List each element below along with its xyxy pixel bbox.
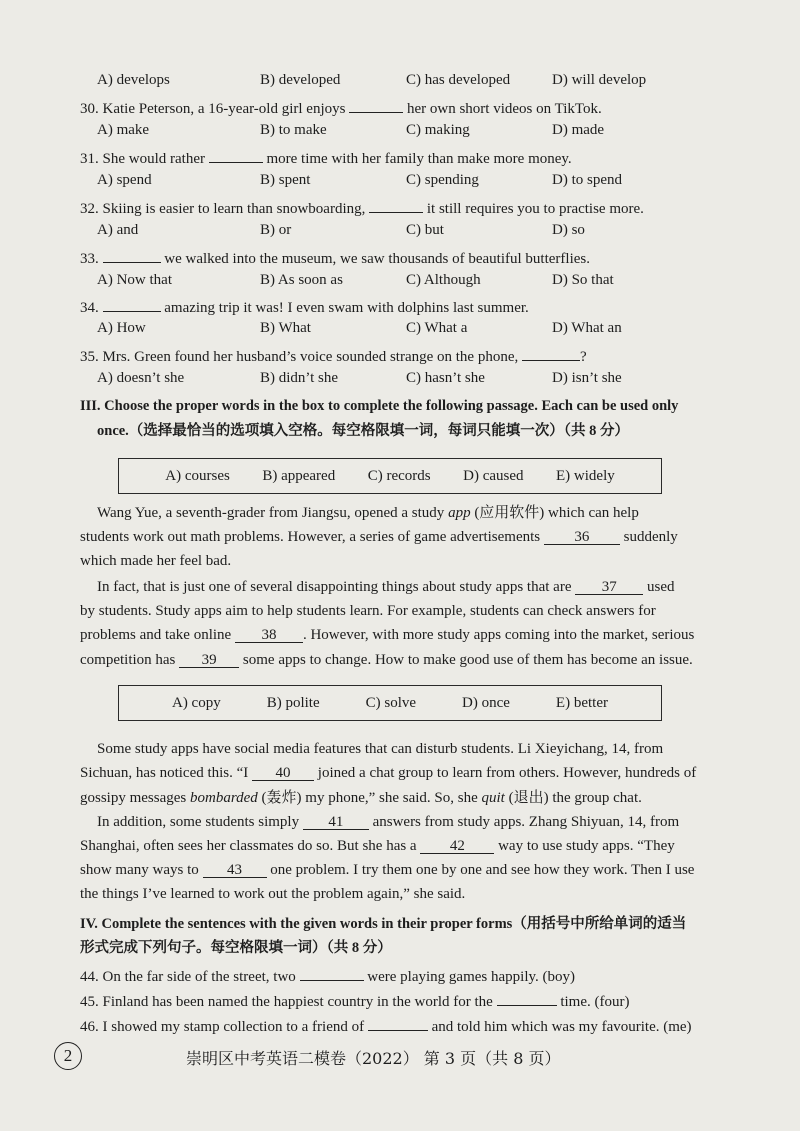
q35-option-d: D) isn’t she	[552, 370, 622, 386]
section-4-heading	[80, 914, 686, 934]
q31-option-b: B) spent	[260, 172, 311, 188]
question-44-text: 44. On the far side of the street, two	[80, 969, 296, 985]
question-33-number: 33.	[80, 251, 99, 267]
q33-option-c: C) Although	[406, 272, 481, 288]
word-box-2-item: E) better	[555, 694, 608, 711]
question-32-text-end: it still requires you to practise more.	[426, 201, 644, 217]
passage-text: show many ways to	[80, 862, 199, 878]
question-31	[80, 145, 572, 169]
section-4-heading-cn: （用括号中所给单词的适当	[512, 916, 687, 932]
blank-42[interactable]: 42	[420, 836, 494, 854]
question-45-text: 45. Finland has been named the happiest country in the world for the	[80, 994, 493, 1010]
passage-text: (轰炸) my phone,” she said. So, she	[257, 790, 482, 806]
passage-p2-line1	[97, 577, 675, 597]
q35-option-a: A) doesn’t she	[97, 370, 185, 386]
q35-option-b: B) didn’t she	[260, 370, 339, 386]
passage-text: In fact, that is just one of several disappointing things about study apps that are	[97, 579, 572, 595]
q33-option-d: D) So that	[552, 272, 614, 288]
section-3-heading-cont: once.（选择最恰当的选项填入空格。每空格限填一词，每词只能填一次）（共 8 分）	[97, 423, 630, 439]
question-34-blank[interactable]	[103, 294, 161, 312]
blank-37[interactable]: 37	[575, 577, 643, 595]
passage-p1-line1	[97, 503, 639, 523]
q33-option-b: B) As soon as	[260, 272, 343, 288]
question-46	[80, 1013, 692, 1037]
passage-text: some apps to change. How to make good use of them has become an issue.	[242, 652, 693, 668]
blank-40[interactable]: 40	[252, 763, 314, 781]
q34-option-a: A) How	[97, 320, 146, 336]
passage-text: used	[647, 579, 675, 595]
passage-text: problems and take online	[80, 627, 232, 643]
passage-p3-line1: Some study apps have social media features that can disturb students. Li Xieyichang, 14, from	[97, 741, 664, 757]
question-31-blank[interactable]	[209, 145, 263, 163]
passage-italic-bombarded: bombarded	[190, 790, 258, 806]
word-box-2	[118, 685, 662, 721]
question-44-text-end: were playing games happily. (boy)	[367, 969, 575, 985]
q32-option-b: B) or	[260, 222, 292, 238]
q30-option-c: C) making	[406, 122, 470, 138]
q31-option-c: C) spending	[406, 172, 479, 188]
passage-p1-line2	[80, 527, 678, 547]
q30-option-a: A) make	[97, 122, 150, 138]
q30-option-d: D) made	[552, 122, 605, 138]
passage-text: Sichuan, has noticed this. “I	[80, 765, 249, 781]
question-30	[80, 95, 602, 119]
question-34-text: amazing trip it was! I even swam with dolphins last summer.	[164, 300, 529, 316]
question-45-text-end: time. (four)	[560, 994, 630, 1010]
q34-option-c: C) What a	[406, 320, 468, 336]
section-4-heading-cont: 形式完成下列句子。每空格限填一词）（共 8 分）	[80, 940, 392, 956]
blank-39[interactable]: 39	[179, 650, 239, 668]
question-33	[80, 245, 590, 269]
passage-text: gossipy messages	[80, 790, 190, 806]
word-box-1	[118, 458, 662, 494]
q32-option-c: C) but	[406, 222, 444, 238]
question-45	[80, 988, 629, 1012]
q29-option-b: B) developed	[260, 72, 341, 88]
q34-option-d: D) What an	[552, 320, 622, 336]
section-3-heading: III. Choose the proper words in the box to complete the following passage. Each can be used only	[80, 398, 679, 414]
passage-p2-line2: by students. Study apps aim to help students learn. For example, students can check answers for	[80, 603, 656, 619]
passage-italic-quit: quit	[481, 790, 505, 806]
word-box-1-item: A) courses	[165, 467, 230, 484]
question-34-number: 34.	[80, 300, 99, 316]
passage-text: (退出) the group chat.	[504, 790, 642, 806]
passage-text: competition has	[80, 652, 176, 668]
passage-text: In addition, some students simply	[97, 814, 300, 830]
passage-p3-line2	[80, 763, 696, 783]
page-number-circle: 2	[54, 1042, 82, 1070]
word-box-1-item: D) caused	[463, 467, 524, 484]
passage-p3-line3	[80, 788, 642, 808]
passage-p4-line1	[97, 812, 679, 832]
question-44	[80, 963, 575, 987]
question-34	[80, 294, 529, 318]
question-30-text-end: her own short videos on TikTok.	[406, 101, 602, 117]
passage-text: suddenly	[623, 529, 678, 545]
q31-option-a: A) spend	[97, 172, 152, 188]
question-30-blank[interactable]	[349, 95, 403, 113]
question-46-text-end: and told him which was my favourite. (me)	[431, 1019, 692, 1035]
q29-option-a: A) develops	[97, 72, 170, 88]
question-32	[80, 195, 644, 219]
passage-p1-line3: which made her feel bad.	[80, 553, 232, 569]
q31-option-d: D) to spend	[552, 172, 622, 188]
word-box-1-item: B) appeared	[262, 467, 336, 484]
word-box-2-item: C) solve	[365, 694, 417, 711]
q35-option-c: C) hasn’t she	[406, 370, 485, 386]
question-35-mark: ?	[580, 349, 587, 365]
passage-text: Wang Yue, a seventh-grader from Jiangsu, opened a study	[97, 505, 449, 521]
page-footer: 崇明区中考英语二模卷（2022） 第 3 页（共 8 页）	[186, 1049, 561, 1068]
question-32-text: 32. Skiing is easier to learn than snowboarding,	[80, 201, 366, 217]
word-box-1-item: C) records	[367, 467, 431, 484]
word-box-2-item: D) once	[462, 694, 510, 711]
passage-text: (应用软件) which can help	[470, 505, 639, 521]
question-46-text: 46. I showed my stamp collection to a friend of	[80, 1019, 365, 1035]
question-31-text: 31. She would rather	[80, 151, 205, 167]
question-45-blank[interactable]	[497, 988, 557, 1006]
q30-option-b: B) to make	[260, 122, 327, 138]
question-35-text: 35. Mrs. Green found her husband’s voice sounded strange on the phone,	[80, 349, 519, 365]
section-4-heading-text: IV. Complete the sentences with the given words in their proper forms	[80, 916, 513, 932]
passage-p4-line3	[80, 860, 694, 880]
q29-option-c: C) has developed	[406, 72, 511, 88]
blank-43[interactable]: 43	[203, 860, 267, 878]
passage-text: Shanghai, often sees her classmates do so. But she has a	[80, 838, 417, 854]
question-35-blank[interactable]	[522, 343, 580, 361]
passage-text: students work out math problems. However, a series of game advertisements	[80, 529, 541, 545]
q32-option-a: A) and	[97, 222, 139, 238]
question-46-blank[interactable]	[368, 1013, 428, 1031]
passage-text: . However, with more study apps coming into the market, serious	[302, 627, 695, 643]
question-33-text: we walked into the museum, we saw thousands of beautiful butterflies.	[164, 251, 590, 267]
passage-p4-line2	[80, 836, 675, 856]
passage-text: joined a chat group to learn from others. However, hundreds of	[317, 765, 697, 781]
q34-option-b: B) What	[260, 320, 311, 336]
passage-text: answers from study apps. Zhang Shiyuan, 14, from	[372, 814, 680, 830]
passage-p2-line3	[80, 625, 694, 645]
blank-36[interactable]: 36	[544, 527, 620, 545]
word-box-1-item: E) widely	[556, 467, 615, 484]
passage-text: one problem. I try them one by one and see how they work. Then I use	[270, 862, 695, 878]
q33-option-a: A) Now that	[97, 272, 172, 288]
question-44-blank[interactable]	[300, 963, 364, 981]
passage-italic-app: app	[448, 505, 471, 521]
question-31-text-end: more time with her family than make more money.	[266, 151, 572, 167]
q29-option-d: D) will develop	[552, 72, 647, 88]
blank-38[interactable]: 38	[235, 625, 303, 643]
word-box-2-item: A) copy	[171, 694, 221, 711]
word-box-2-item: B) polite	[266, 694, 320, 711]
question-33-blank[interactable]	[103, 245, 161, 263]
blank-41[interactable]: 41	[303, 812, 369, 830]
question-32-blank[interactable]	[369, 195, 423, 213]
passage-p4-line4: the things I’ve learned to work out the problem again,” she said.	[80, 886, 466, 902]
passage-text: way to use study apps. “They	[498, 838, 675, 854]
q32-option-d: D) so	[552, 222, 585, 238]
question-35	[80, 343, 587, 367]
passage-p2-line4	[80, 650, 693, 670]
question-30-text: 30. Katie Peterson, a 16-year-old girl enjoys	[80, 101, 346, 117]
